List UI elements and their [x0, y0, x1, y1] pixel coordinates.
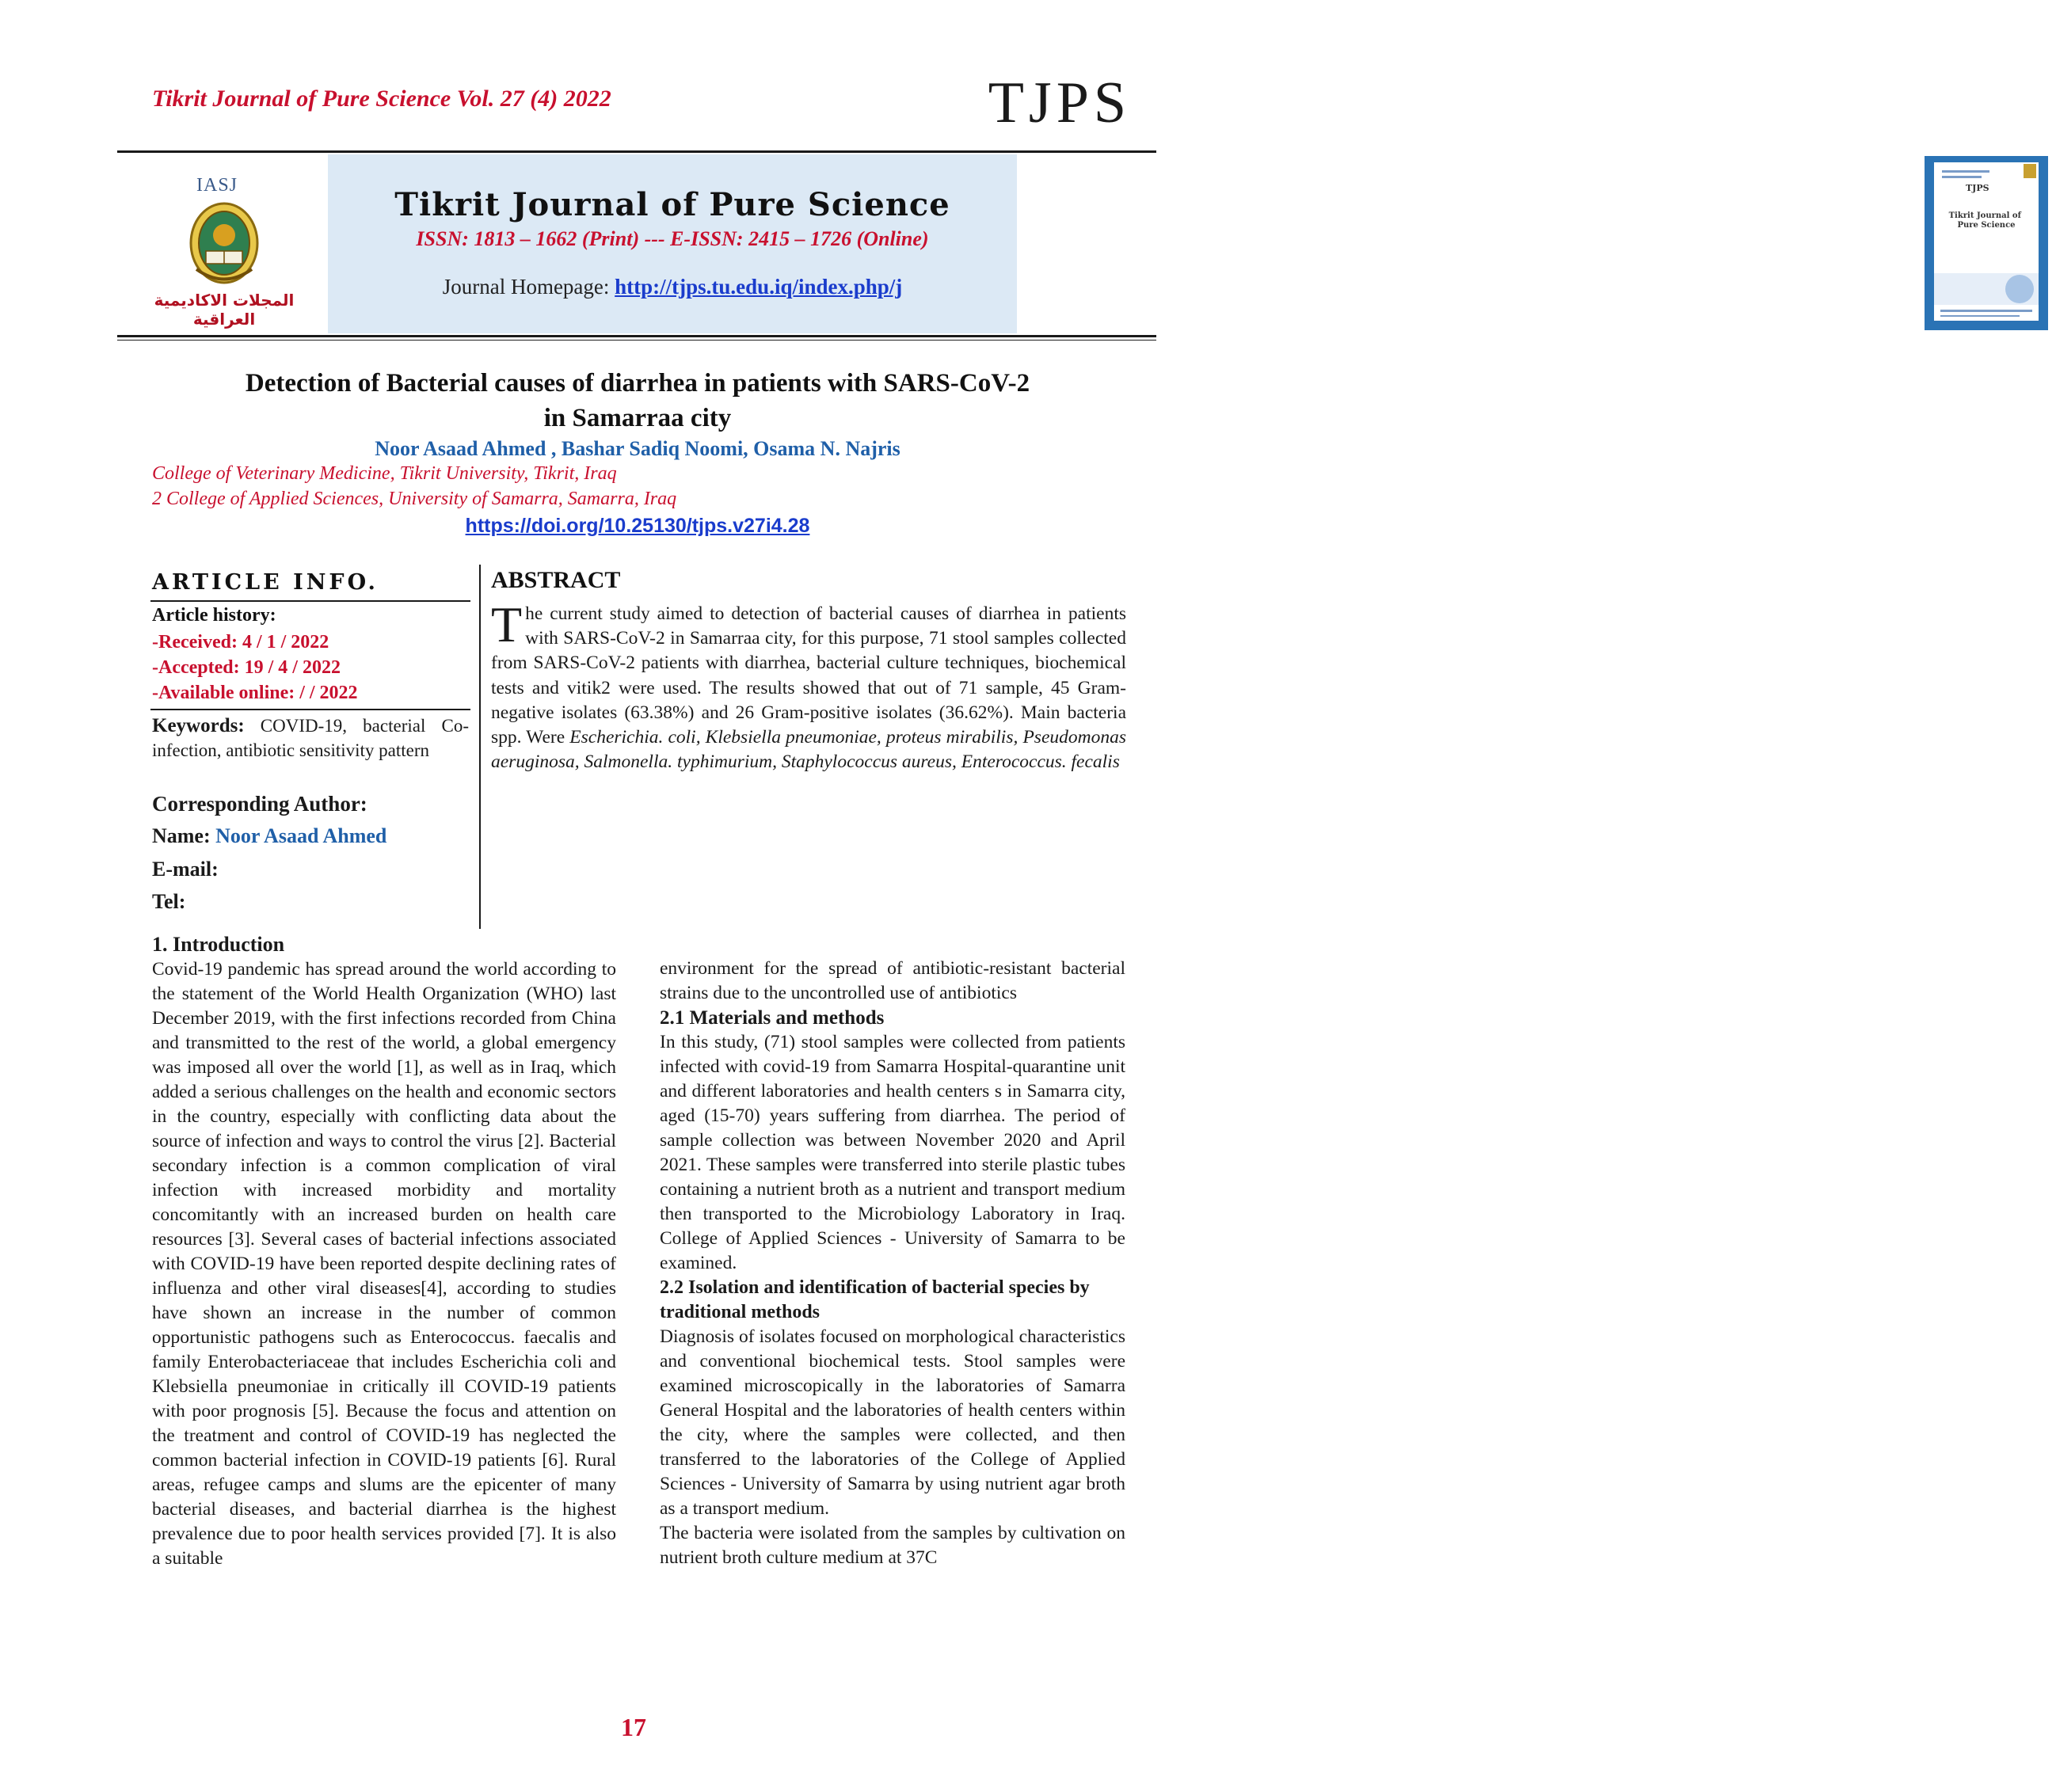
body-column-left — [152, 932, 616, 1571]
introduction-continued: environment for the spread of antibiotic-resistant bacterial strains due to the uncontrolled use of antibiotics — [660, 958, 1125, 1003]
isolation-heading: 2.2 Isolation and identification of bacterial species by traditional methods — [660, 1277, 1090, 1322]
paper-title-line-1: Detection of Bacterial causes of diarrhea in patients with SARS-CoV-2 — [245, 369, 1030, 398]
journal-banner — [117, 154, 2021, 333]
affiliation-1: College of Veterinary Medicine, Tikrit University, Tikrit, Iraq — [152, 463, 617, 484]
isolation-text: Diagnosis of isolates focused on morphological characteristics and conventional biochemical tests. Stool samples were examined microscopically in the laboratories of Samarra General Hospital and the laboratories of health centers within the city, where the samples were collected, and then transferred to the laboratories of the College of Applied Sciences - University of Samarra by using nutrient agar broth as a transport medium. — [660, 1326, 1125, 1519]
authors: Noor Asaad Ahmed , Bashar Sadiq Noomi, Osama N. Najris — [375, 437, 900, 460]
keywords — [152, 713, 469, 763]
issn-line: ISSN: 1813 – 1662 (Print) --- E-ISSN: 2415 – 1726 (Online) — [416, 227, 929, 250]
homepage-line — [328, 275, 1017, 299]
svg-text:Tikrit Journal of Pure: Tikrit Journal of Pure Science — [1948, 211, 2021, 230]
tjps-logo: TJPS — [988, 70, 1131, 135]
abstract-dropcap: T — [491, 596, 523, 653]
header-rule-bottom-thin — [117, 340, 1156, 341]
abstract-text — [491, 596, 1126, 774]
keywords-list: COVID-19, bacterial Co-infection, antibiotic sensitivity pattern — [152, 716, 469, 760]
isolation-text-2: The bacteria were isolated from the samples by cultivation on nutrient broth culture medium at 37C — [660, 1523, 1125, 1568]
doi-link[interactable]: https://doi.org/10.25130/tjps.v27i4.28 — [465, 515, 810, 537]
homepage-link[interactable]: http://tjps.tu.edu.iq/index.php/j — [615, 275, 903, 299]
name-label: Name: — [152, 824, 216, 847]
methods-text: In this study, (71) stool samples were collected from patients infected with covid-19 from Samarra Hospital-quarantine unit and different laboratories and health centers s in Samarra city, aged (15-70) years suffering from diarrhea. The period of sample collection was between November 2020 and April 2021. These samples were transferred into sterile plastic tubes containing a nutrient broth as a nutrient and transport medium then transported to the Microbiology Laboratory in Iraq. College of Applied Sciences - University of Samarra to be examined. — [660, 1032, 1125, 1273]
corresponding-author-label: Corresponding Author: — [152, 792, 367, 816]
journal-cover-icon — [1917, 154, 2056, 333]
article-info-heading: ARTICLE INFO. — [152, 570, 379, 595]
iasj-emblem-icon — [181, 194, 268, 289]
keywords-label: Keywords: — [152, 715, 245, 736]
abstract-heading: ABSTRACT — [491, 567, 621, 593]
author-name-line — [152, 824, 386, 848]
iasj-logo-panel — [117, 154, 328, 333]
body-column-right — [660, 957, 1125, 1570]
article-info-rule — [150, 600, 470, 602]
author-name: Noor Asaad Ahmed — [215, 824, 387, 847]
affiliation-2: 2 College of Applied Sciences, University of Samarra, Samarra, Iraq — [152, 489, 677, 509]
introduction-heading: 1. Introduction — [152, 933, 285, 956]
tel-label: Tel: — [152, 890, 186, 913]
abstract-main: he current study aimed to detection of bacterial causes of diarrhea in patients with SARS-CoV-2 in Samarraa city, for this purpose, 71 stool samples collected from SARS-CoV-2 patients with diarrhea, bacterial culture techniques, biochemical tests and vitik2 were used. The results showed that out of 71 sample, 45 Gram-negative isolates (63.38%) and 26 Gram-positive isolates (36.62%). Main bacteria spp. Were — [491, 603, 1126, 748]
iasj-label: IASJ — [196, 175, 238, 196]
running-header: Tikrit Journal of Pure Science Vol. 27 (4) 2022 — [152, 86, 611, 112]
methods-heading: 2.1 Materials and methods — [660, 1007, 885, 1029]
article-history-label: Article history: — [152, 605, 276, 626]
cover-logo: TJPS — [1966, 183, 1989, 193]
accepted-date: -Accepted: 19 / 4 / 2022 — [152, 657, 341, 678]
abstract-species: Escherichia. coli, Klebsiella pneumoniae, proteus mirabilis, Pseudomonas aeruginosa, Salmonella. typhimurium, Staphylococcus aureus, Enterococcus. fecalis — [491, 727, 1126, 773]
available-online-date: -Available online: / / 2022 — [152, 683, 358, 703]
info-divider — [479, 565, 481, 929]
paper-title — [119, 366, 1156, 436]
iasj-arabic-name: المجلات الاكاديمية العراقية — [154, 291, 295, 329]
page-number: 17 — [621, 1713, 646, 1741]
received-date: -Received: 4 / 1 / 2022 — [152, 632, 329, 653]
header-rule-bottom — [117, 335, 1156, 337]
introduction-text: Covid-19 pandemic has spread around the world according to the statement of the World Health Organization (WHO) last December 2019, with the first infections recorded from China and transmitted to the rest of the world, a global emergency was imposed all over the world [1], as well as in Iraq, which added a serious challenges on the health and economic sectors in the country, especially with conflicting data about the source of infection and ways to control the virus [2]. Bacterial secondary infection is a common complication of viral infection with increased morbidity and mortality concomitantly with an increased burden on health care resources [3]. Several cases of bacterial infections associated with COVID-19 have been reported despite declining rates of influenza and other viral diseases[4], according to studies have shown an increase in the number of common opportunistic pathogens such as Enterococcus. faecalis and family Enterobacteriaceae that includes Escherichia coli and Klebsiella pneumoniae in critically ill COVID-19 patients with poor prognosis [5]. Because the focus and attention on the treatment and control of COVID-19 has neglected the common bacterial infection in COVID-19 patients [6]. Rural areas, refugee camps and slums are the epicenter of many bacterial diseases, and bacterial diarrhea is the highest prevalence due to poor health services provided [7]. It is also a suitable — [152, 959, 616, 1569]
header-rule-top — [117, 150, 1156, 153]
paper-title-line-2: in Samarraa city — [543, 404, 732, 432]
journal-name: Tikrit Journal of Pure Science — [394, 186, 950, 223]
article-info-rule-2 — [150, 709, 470, 710]
journal-title-panel — [328, 154, 1017, 333]
journal-cover-panel — [1017, 154, 2021, 333]
homepage-label: Journal Homepage: — [442, 275, 615, 299]
email-label: E-mail: — [152, 858, 219, 881]
